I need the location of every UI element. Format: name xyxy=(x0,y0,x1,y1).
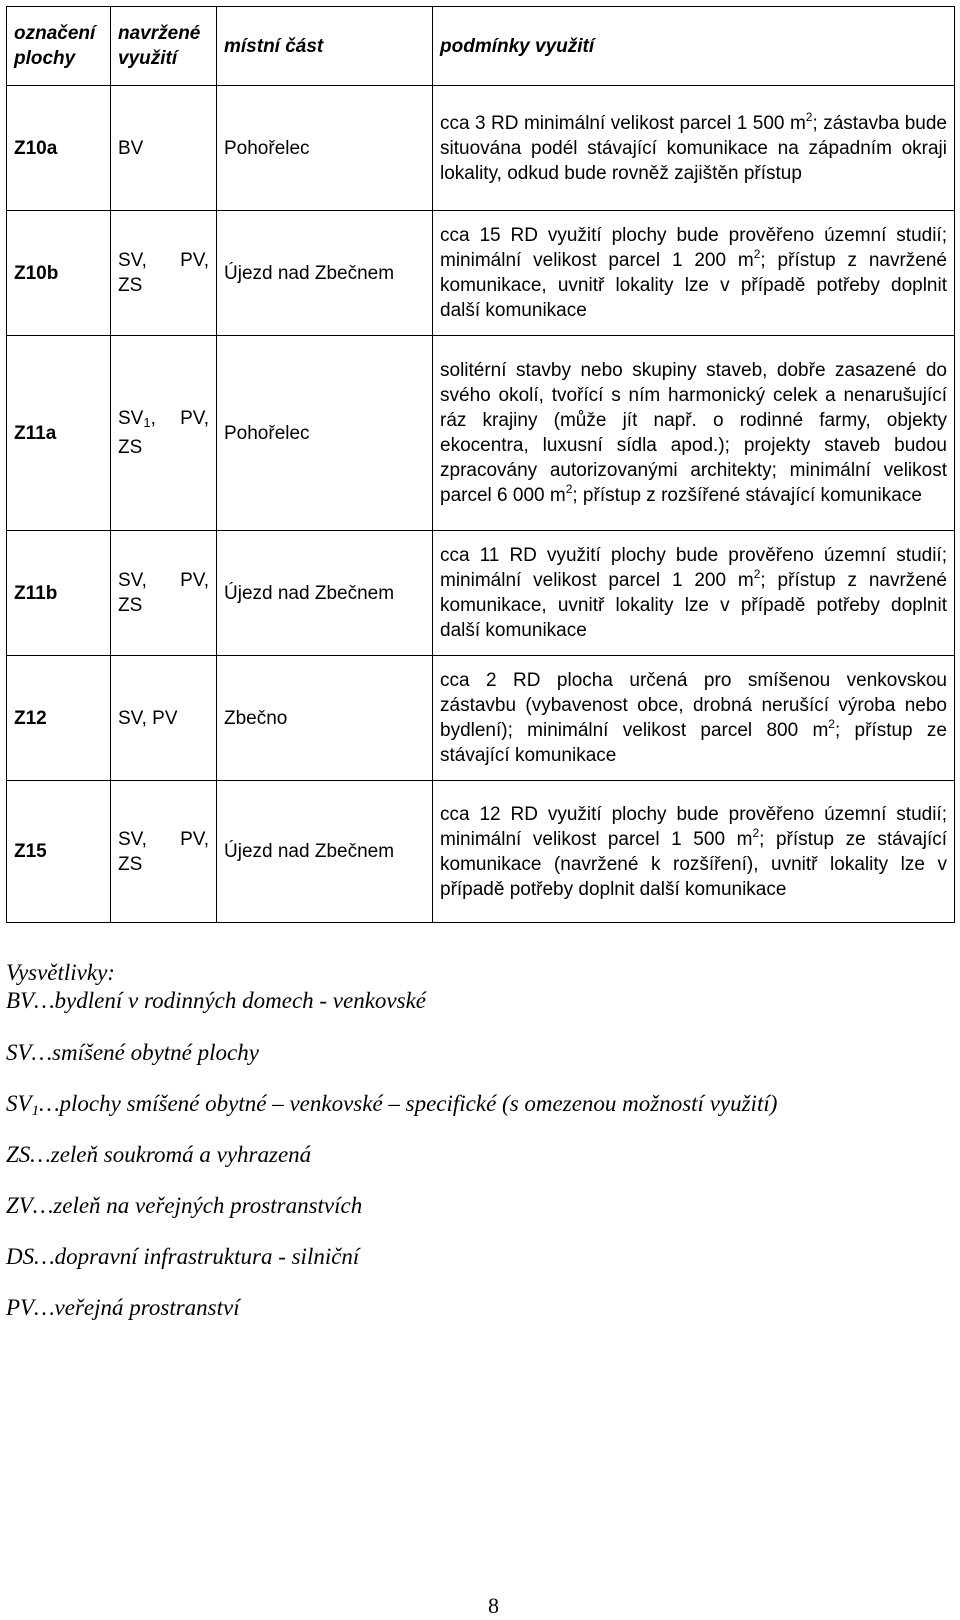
legend-abbr: SV xyxy=(6,1091,32,1116)
legend-item xyxy=(6,1091,777,1120)
legend-item xyxy=(6,1244,359,1270)
legend-abbr: BV xyxy=(6,988,35,1013)
legend-text: …plochy smíšené obytné – venkovské – specifické (s omezenou možností využití) xyxy=(39,1091,778,1116)
legend-title: Vysvětlivky: xyxy=(6,960,115,985)
table-row xyxy=(7,781,955,923)
table-row xyxy=(7,211,955,336)
cell-place: Újezd nad Zbečnem xyxy=(217,781,433,923)
use-line: ZS xyxy=(118,275,143,296)
use-line: SV, PV, xyxy=(118,250,209,271)
header-use-line1: navržené xyxy=(118,23,201,44)
cell-conditions xyxy=(433,531,955,656)
header-place: místní část xyxy=(217,7,433,86)
use-line: $SV_1$, PV, xyxy=(118,408,209,430)
superscript: 2 xyxy=(565,482,573,496)
table-row xyxy=(7,336,955,531)
cell-conditions xyxy=(433,336,955,531)
table-row xyxy=(7,531,955,656)
table-row xyxy=(7,86,955,211)
use-subscript: 1 xyxy=(143,415,151,430)
page-number: 8 xyxy=(488,1593,499,1618)
use-line: SV, PV, xyxy=(118,828,209,850)
table-row xyxy=(7,656,955,781)
use-line: ZS xyxy=(118,595,143,616)
legend-item xyxy=(6,1040,259,1066)
table-body xyxy=(7,86,955,923)
conditions-text: cca 2 RD plocha určená pro smíšenou venkovskou zástavbu (vybavenost obce, drobná nerušící výroba nebo bydlení); minimální velikost parcel 800 $m^2$; přístup ze stávající komunikace xyxy=(440,670,947,766)
cell-place: Újezd nad Zbečnem xyxy=(217,531,433,656)
cell-use xyxy=(111,781,217,923)
legend-text: …dopravní infrastruktura - silniční xyxy=(34,1244,360,1269)
use-line: ZS xyxy=(118,853,143,875)
legend-text: …veřejná prostranství xyxy=(34,1295,240,1320)
legend-abbr: ZV xyxy=(6,1193,33,1218)
legend-text: …zeleň soukromá a vyhrazená xyxy=(30,1142,312,1167)
cell-code: Z10a xyxy=(7,86,111,211)
cell-use xyxy=(111,531,217,656)
superscript: 2 xyxy=(805,109,813,124)
legend-subscript: 1 xyxy=(31,1103,40,1119)
use-line: SV, PV xyxy=(118,707,178,729)
superscript: 2 xyxy=(828,717,835,731)
conditions-text: solitérní stavby nebo skupiny staveb, dobře zasazené do svého okolí, tvořící s ním harmonický celek a nenarušující ráz krajiny (může jít např. o rodinné farmy, objekty ekocentra, luxusní sídla apod.); projekty staveb budou zpracovány autorizovanými architekty; minimální velikost parcel 6 000 $m^2$; přístup z rozšířené stávající komunikace xyxy=(440,360,947,506)
legend-abbr: DS xyxy=(6,1244,35,1269)
cell-code: Z10b xyxy=(7,211,111,336)
cell-code: Z15 xyxy=(7,781,111,923)
cell-place: Pohořelec xyxy=(217,336,433,531)
use-line: BV xyxy=(118,137,144,159)
conditions-text: cca 12 RD využití plochy bude prověřeno územní studií; minimální velikost parcel 1 500 $m^2$; přístup ze stávající komunikace (navržené k rozšíření), uvnitř lokality lze v případě potřeby doplnit další komunikace xyxy=(440,803,948,900)
cell-use xyxy=(111,211,217,336)
superscript: 2 xyxy=(753,247,761,261)
use-line: SV, PV, xyxy=(118,570,209,591)
conditions-text: cca 3 RD minimální velikost parcel 1 500 $m^2$; zástavba bude situována podél stávající komunikace na západním okraji lokality, odkud bude rovněž zajištěn přístup xyxy=(440,109,947,184)
cell-place: Pohořelec xyxy=(217,86,433,211)
header-row xyxy=(7,7,955,86)
conditions-text: cca 15 RD využití plochy bude prověřeno územní studií; minimální velikost parcel 1 200 $m^2$; přístup z navržené komunikace, uvnitř lokality lze v případě potřeby doplnit další komunikace xyxy=(440,225,947,321)
legend-text: …bydlení v rodinných domech - venkovské xyxy=(34,988,427,1013)
header-code-line2: plochy xyxy=(14,48,76,69)
header-code-line1: označení xyxy=(14,23,96,44)
conditions-text: cca 11 RD využití plochy bude prověřeno územní studií; minimální velikost parcel 1 200 $m^2$; přístup z navržené komunikace, uvnitř lokality lze v případě potřeby doplnit další komunikace xyxy=(440,545,947,641)
cell-place: Zbečno xyxy=(217,656,433,781)
cell-code: Z11b xyxy=(7,531,111,656)
legend-text: …zeleň na veřejných prostranstvích xyxy=(32,1193,363,1218)
superscript: 2 xyxy=(753,567,761,581)
cell-conditions xyxy=(433,656,955,781)
legend-abbr: ZS xyxy=(6,1142,31,1167)
cell-use xyxy=(111,86,217,211)
legend-item xyxy=(6,1295,240,1321)
cell-conditions xyxy=(433,781,955,923)
legend-abbr: SV xyxy=(6,1040,32,1065)
header-use xyxy=(111,7,217,86)
legend-item xyxy=(6,988,426,1014)
zones-table xyxy=(6,6,955,923)
legend-item xyxy=(6,1193,362,1219)
legend-item xyxy=(6,1142,311,1168)
cell-conditions xyxy=(433,86,955,211)
legend-text: …smíšené obytné plochy xyxy=(31,1040,259,1065)
header-use-line2: využití xyxy=(118,48,178,69)
superscript: 2 xyxy=(752,825,760,840)
cell-place: Újezd nad Zbečnem xyxy=(217,211,433,336)
cell-code: Z12 xyxy=(7,656,111,781)
cell-conditions xyxy=(433,211,955,336)
cell-use xyxy=(111,336,217,531)
header-code xyxy=(7,7,111,86)
header-conditions: podmínky využití xyxy=(433,7,955,86)
cell-code: Z11a xyxy=(7,336,111,531)
use-line: ZS xyxy=(118,437,143,458)
cell-use xyxy=(111,656,217,781)
legend-abbr: PV xyxy=(6,1295,35,1320)
